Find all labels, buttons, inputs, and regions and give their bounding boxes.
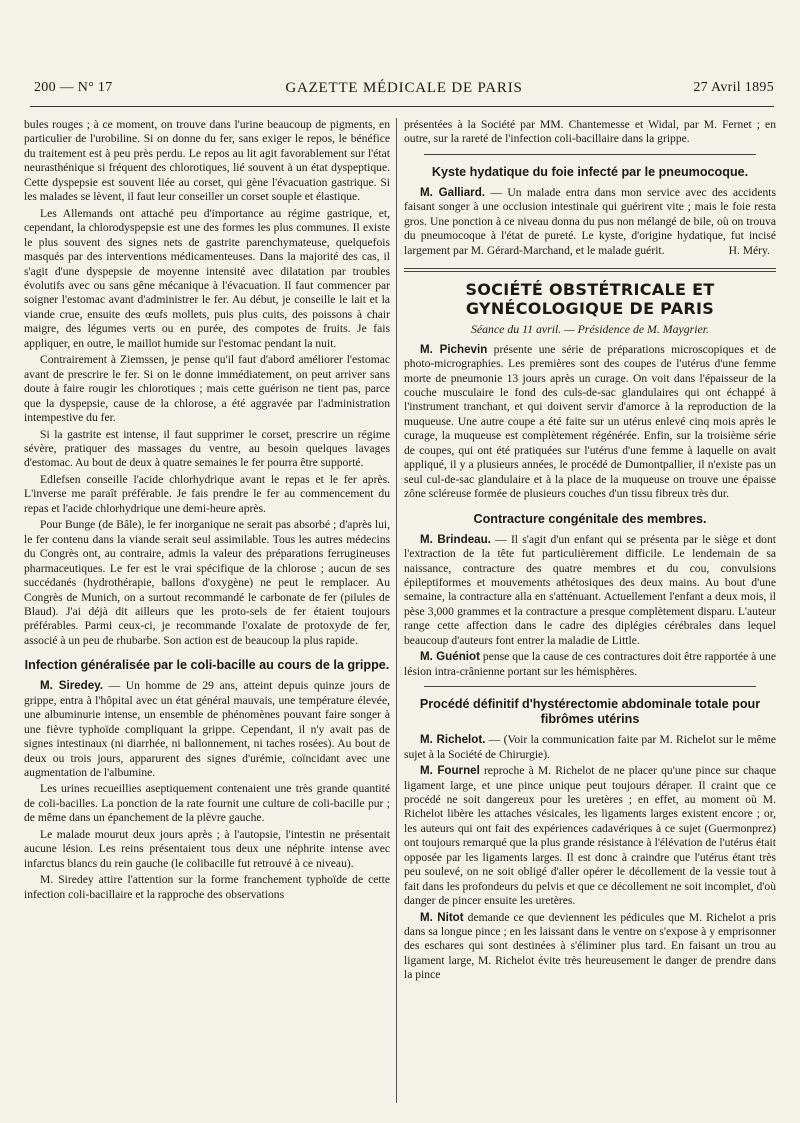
speaker-name: M. Pichevin: [420, 342, 488, 356]
paragraph-text: demande ce que deviennent les pédicules que M. Richelot a pris dans sa longue pince ; en les laissant dans le ventre on s'expose à y emprisonner des eschares qui sont destinées à s'éliminer plus tard. En faisant un trou au ligament large, M. Richelot évite très heureusement le danger de prendre dans la pince: [404, 910, 776, 982]
paragraph: [404, 911, 776, 983]
journal-title: GAZETTE MÉDICALE DE PARIS: [285, 80, 523, 96]
paragraph: Les Allemands ont attaché peu d'importance au régime gastrique, et, cependant, la chlorodyspepsie est une des formes les plus communes. Il existe le plus souvent des signes nets de gastrite parenchymateuse, quelquefois masqués par des interventions médicamenteuses. Dans la majorité des cas, il s'agit d'une dyspepsie de moyenne intensité avec dilatation par troubles évolutifs avec ou sans gêne mécanique à l'évacuation. Il faut commencer par soigner l'estomac avant d'administrer le fer. Au début, je conseille le lait et la viande crue, ensuite des œufs mollets, puis plus cuits, des poissons à chair maigre, des légumes verts ou en purée, des compotes de fruits. Je fais appliquer, en outre, le maillot humide sur l'estomac pendant la nuit.: [24, 206, 390, 350]
section-heading: Infection généralisée par le coli-bacille au cours de la grippe.: [24, 658, 390, 673]
section-rule: [424, 686, 756, 687]
speaker-name: M. Fournel: [420, 764, 480, 778]
speaker-name: M. Brindeau.: [420, 532, 491, 546]
paragraph-text: — (Voir la communication faite par M. Richelot sur le même sujet à la Société de Chirurgie).: [404, 733, 776, 761]
paragraph-text: reproche à M. Richelot de ne placer qu'une pince sur chaque ligament large, et une pince unique peut toujours déraper. Il craint que ce procédé ne soit dangereux pour les uretères ; en effet, au moment où M. Richelot libère les attaches vésicales, les ligaments larges existent encore ; or, les auteurs qui ont fait des expériences cadavériques à ce sujet (Guermonprez) ont toujours remarqué que la plus grande résistance à l'élévation de l'utérus était opposée par les ligaments larges. Il est donc à craindre que l'utérus étant très peu soulevé, on ne soit obligé d'aller opérer le décollement de la vessie tout à fait dans les profondeurs du pelvis et que ce décollement ne soit incomplet, d'où danger de pincer ensuite les uretères.: [404, 764, 776, 908]
speaker-name: M. Richelot.: [420, 733, 486, 747]
paragraph-text: pense que la cause de ces contractures doit être rapportée à une lésion intra-crânienne portant sur les hémisphères.: [404, 650, 776, 678]
paragraph-text: — Un malade entra dans mon service avec des accidents faisant songer à une occlusion intestinale qui guérirent vite ; mais le foie resta gros. Une ponction à ce niveau donna du pus non mélangé de bile, où on trouva du pneumocoque à l'état de pureté. Le kyste, d'origine hydatique, fut incisé largement par M. Gérard-Marchand, et le malade guérit.: [404, 185, 776, 257]
society-heading: SOCIÉTÉ OBSTÉTRICALE ET GYNÉCOLOGIQUE DE PARIS: [465, 280, 715, 319]
paragraph: [404, 533, 776, 649]
paragraph: présentées à la Société par MM. Chantemesse et Widal, par M. Fernet ; en outre, sur la rareté de l'infection coli-bacillaire dans la grippe.: [404, 118, 776, 146]
issue-date: 27 Avril 1895: [693, 80, 774, 95]
paragraph: Le malade mourut deux jours après ; à l'autopsie, l'intestin ne présentait aucune lésion. Les reins présentaient tous deux une néphrite intense avec infarctus blancs du rein gauche (le colibacille fut retrouvé à ce niveau).: [24, 827, 390, 870]
session-line: Séance du 11 avril. — Présidence de M. Maygrier.: [471, 322, 709, 337]
paragraph: bules rouges ; à ce moment, on trouve dans l'urine beaucoup de pigments, en particulier de l'urobiline. Si on donne du fer, sans exiger le repos, le bénéfice du traitement est à peu près perdu. Le repos au lit agit favorablement sur l'état neurasthénique si fréquent des chlorotiques, lié souvent à un état dyspeptique. Cette dyspepsie est souvent liée au corset, qui gène l'évacuation gastrique. Si les malades se lèvent, il faut leur conseiller un corset souple et élastique.: [24, 118, 390, 204]
column-divider: [396, 118, 397, 1103]
paragraph-text: — Il s'agit d'un enfant qui se présenta par le siège et dont l'extraction de la tête fut particulièrement difficile. Le lendemain de sa naissance, contracture des quatre membres et du cou, convulsions épileptiformes et mouvements athétosiques des deux mains. Au bout d'une semaine, la contracture alla en s'atténuant. Actuellement l'enfant a deux mois, il pèse 3,000 grammes et la contracture a presque complètement disparu. L'auteur range cette affection dans le cadre des diplégies cérébrales dans lequel beaucoup d'auteurs font entrer la maladie de Little.: [404, 532, 776, 647]
page-number: 200 — N° 17: [34, 80, 113, 95]
paragraph: [404, 186, 776, 258]
paragraph: Pour Bunge (de Bâle), le fer inorganique ne serait pas absorbé ; d'après lui, le fer contenu dans la viande serait seul assimilable. Tous les autres médecins du Congrès ont, au contraire, admis la valeur des préparations ferrugineuses pharmaceutiques. Le fer est le vrai spécifique de la chlorose ; aucun de ses succédanés (hydrothérapie, ballons d'oxygène) ne peut le remplacer. Au Congrès de Munich, on a surtout recommandé le carbonate de fer (pilules de Blaud). J'ai déjà dit ailleurs que les proto-sels de fer étaient toujours préférables. Parmi ceux-ci, je recommande l'oxalate de protoxyde de fer, associé à un peu de rhubarbe. Son action est de beaucoup la plus rapide.: [24, 518, 390, 647]
paragraph: Contrairement à Ziemssen, je pense qu'il faut d'abord améliorer l'estomac avant de prescrire le fer. Si on le donne immédiatement, on peut arriver sans doute à faire rougir les chlorotiques ; mais cette guérison ne tient pas, parce que la dyspepsie, cause de la chlorose, a été aggravée par l'administration intempestive du fer.: [24, 353, 390, 425]
speaker-name: M. Nitot: [420, 910, 464, 924]
paragraph-text: — Un homme de 29 ans, atteint depuis quinze jours de grippe, entra à l'hôpital avec un état général mauvais, une température élevée, une albuminurie intense, un ensemble de phénomènes pouvant faire songer à une fièvre typhoïde compliquant la grippe. Cependant, il n'y avait pas de signes intestinaux (ni diarrhée, ni ballonnement, ni taches rosées). Au bout de deux ou trois jours, apparurent des signes d'urémie, coïncidant avec une augmentation de l'albumine.: [24, 679, 390, 780]
section-heading: Procédé définitif d'hystérectomie abdominale totale pour fibrômes utérins: [419, 697, 761, 727]
signature: H. Méry.: [728, 243, 770, 257]
paragraph: M. Siredey attire l'attention sur la forme franchement typhoïde de cette infection coli-bacillaire et la rapproche des observations: [24, 873, 390, 901]
left-column: [24, 118, 390, 1108]
header-rule: [30, 106, 774, 107]
speaker-name: M. Guéniot: [420, 650, 480, 664]
right-column: [404, 118, 776, 1108]
paragraph: Si la gastrite est intense, il faut supprimer le corset, prescrire un régime sévère, pratiquer des massages du ventre, au besoin quelques lavages d'estomac. Au bout de deux à quatre semaines le fer pourra être supporté.: [24, 427, 390, 470]
paragraph: [24, 679, 390, 780]
paragraph: [404, 764, 776, 909]
paragraph: Edlefsen conseille l'acide chlorhydrique avant le repas et le fer après. L'inverse me paraît préférable. Je fais prendre le fer au commencement du repas et l'acide chlorhydrique une demi-heure après.: [24, 472, 390, 515]
section-heading: Contracture congénitale des membres.: [473, 511, 707, 526]
paragraph-text: présente une série de préparations microscopiques et de photo-micrographies. Les premières sont des coupes de l'utérus d'une femme morte de pneumonie 13 jours après un curage. On voit dans l'épaisseur de la couche musculaire le fond des culs-de-sac glandulaires qui ont échappé à l'instrument tranchant, et qui doivent servir d'amorce à la reproduction de la muqueuse. Une autre coupe a été faite sur un utérus enlevé cinq mois après le curage, la muqueuse est complètement régénérée. Enfin, sur la troisième série de coupes, qui ont été pratiquées sur l'utérus d'une femme à laquelle on avait appliqué, il y a plusieurs années, le procédé de Dumontpallier, il n'existe pas un seul cul-de-sac glandulaire et à la place de la muqueuse on trouve une épaisse zône scléreuse formée de plusieurs couches d'un tissu fibreux très dur.: [404, 342, 776, 501]
paragraph: [404, 343, 776, 502]
section-heading: Kyste hydatique du foie infecté par le pneumocoque.: [431, 164, 749, 179]
paragraph: Les urines recueillies aseptiquement contenaient une très grande quantité de coli-bacilles. La ponction de la rate fournit une culture de coli-bacille pur ; de même dans un épanchement de la plèvre gauche.: [24, 782, 390, 825]
page-header: [34, 76, 774, 102]
speaker-name: M. Galliard.: [420, 185, 486, 199]
paragraph: [404, 733, 776, 762]
society-rule: [404, 268, 776, 272]
paragraph: [404, 650, 776, 679]
speaker-name: M. Siredey.: [40, 679, 104, 693]
section-rule: [424, 154, 756, 155]
